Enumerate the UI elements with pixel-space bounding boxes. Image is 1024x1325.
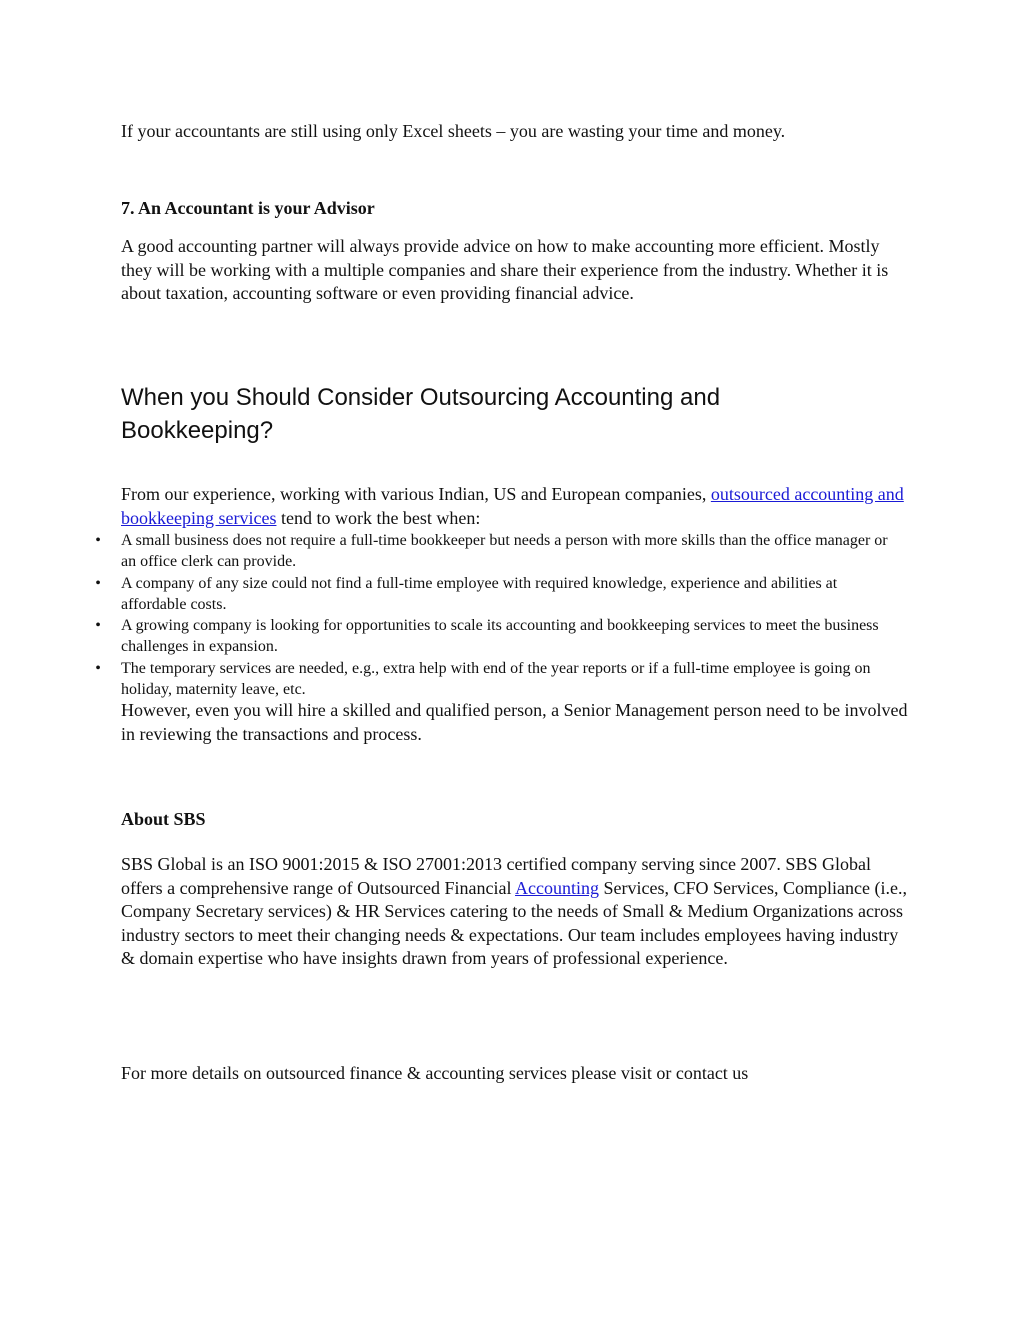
intro-paragraph: If your accountants are still using only Excel sheets – you are wasting your time and money. — [121, 121, 786, 141]
about-text-after: Services, CFO Services, Compliance (i.e., Company Secretary services) & HR Services catering to the needs of Small & Medium Organizations across industry sectors to meet their changing needs & expectations. Our team includes employees having industry & domain expertise who have insights drawn from years of professional experience. — [121, 877, 907, 968]
list-item-text: A company of any size could not find a full-time employee with required knowledge, experience and abilities at affordable costs. — [121, 574, 838, 613]
bullet-icon: • — [95, 617, 101, 635]
about-text-before: SBS Global is an ISO 9001:2015 & ISO 27001:2013 certified company serving since 2007. SBS Global offers a comprehensive range of Outsourced Financial — [121, 854, 871, 898]
lead-text-after: tend to work the best when: — [276, 507, 481, 528]
contact-paragraph: For more details on outsourced finance & accounting services please visit or contact us — [121, 1063, 749, 1083]
bullet-icon: • — [95, 574, 101, 592]
lead-text-before: From our experience, working with various Indian, US and European companies, — [121, 484, 711, 504]
list-item — [95, 615, 906, 658]
list-item-text: A growing company is looking for opportunities to scale its accounting and bookkeeping services to meet the business challenges in expansion. — [121, 617, 879, 656]
bullet-icon: • — [95, 659, 101, 677]
about-body — [121, 853, 911, 971]
outsourcing-conclusion: However, even you will hire a skilled and qualified person, a Senior Management person need to be involved in reviewing the transactions and process. — [121, 700, 908, 744]
outsourcing-lead — [121, 483, 911, 530]
list-item — [95, 530, 906, 573]
list-item — [95, 573, 906, 616]
outsourcing-bullet-list — [95, 530, 906, 700]
outsourced-services-link[interactable]: outsourced accounting and bookkeeping services — [121, 484, 904, 528]
list-item-text: The temporary services are needed, e.g., extra help with end of the year reports or if a full-time employee is going on holiday, maternity leave, etc. — [121, 659, 871, 699]
outsourcing-heading: When you Should Consider Outsourcing Accounting and Bookkeeping? — [121, 384, 721, 444]
list-item-text: A small business does not require a full-time bookkeeper but needs a person with more skills than the office manager or an office clerk can provide. — [121, 532, 888, 571]
section-7-title: 7. An Accountant is your Advisor — [121, 198, 375, 218]
about-title: About SBS — [121, 809, 206, 829]
accounting-link[interactable]: Accounting — [515, 877, 600, 898]
section-7-body: A good accounting partner will always provide advice on how to make accounting more efficient. Mostly they will be working with a multiple companies and share their experience from the industry. Whether it is about taxation, accounting software or even providing financial advice. — [121, 236, 889, 303]
bullet-icon: • — [95, 532, 101, 549]
list-item — [95, 658, 906, 701]
